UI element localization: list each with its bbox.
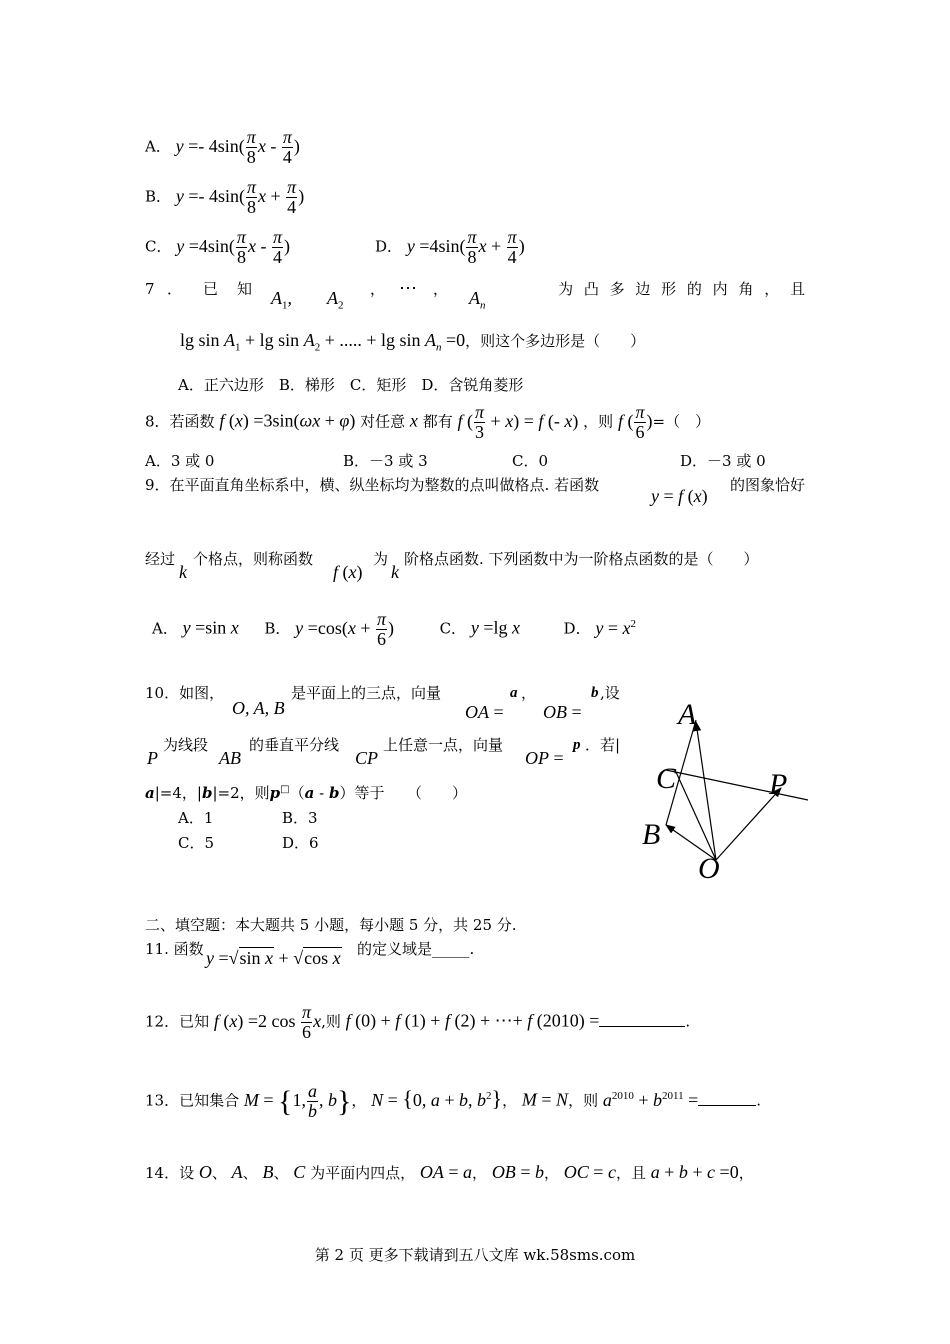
- q10-line3: [145, 784, 467, 802]
- q10-p: P: [147, 748, 158, 768]
- q8-text3: 都有: [422, 412, 453, 431]
- q9-opt-b: y =cos(x + $\frac{\pi}{6}$ ): [295, 609, 394, 649]
- q7-comma2: ，: [433, 280, 449, 298]
- q10-option-d: D．6: [282, 834, 319, 852]
- section-2-title: 二、填空题：本大题共 5 小题，每小题 5 分，共 25 分.: [145, 916, 517, 934]
- q8-func: f (x) =3sin(ωx + φ): [219, 410, 356, 431]
- q6-option-a: [145, 128, 300, 167]
- q8-number: 8．: [145, 412, 170, 431]
- q8-x: x: [409, 410, 418, 431]
- q9-opt-a-label: A．: [152, 619, 178, 638]
- q7-a2: $A_2$: [327, 288, 344, 312]
- q14-o: O: [198, 1162, 212, 1182]
- q9-k2: k: [391, 562, 399, 582]
- q9-opt-a: y =sin x: [182, 617, 239, 638]
- q13-set-m: M = {1, $\frac{a}{b}$ , b}: [243, 1081, 352, 1121]
- q13-d: ，则: [568, 1091, 599, 1110]
- q7-ellipsis: ⋯: [399, 278, 417, 298]
- q13-blank[interactable]: [698, 1089, 756, 1106]
- q7-pre2: 知: [237, 280, 253, 298]
- q9-fx: f (x): [333, 562, 363, 582]
- q10-l3d: |=2，则: [212, 784, 270, 802]
- q8-text1: 若函数: [169, 412, 215, 431]
- q9-line2: [145, 550, 805, 586]
- q10-l1a: 10．如图，: [145, 684, 225, 702]
- q6-option-a-formula: y =- 4sin( $\frac{\pi}{8}$ x - $\frac{\pi}{4}$ ): [175, 127, 300, 167]
- q11-func: y =√sin x + √cos x: [206, 948, 341, 968]
- q12-blank[interactable]: [599, 1010, 685, 1027]
- q10-l3i: ）等于 （ ）: [339, 784, 467, 802]
- q10-l3b: |=4，|: [154, 784, 202, 802]
- q6-option-d: [375, 228, 525, 267]
- q6-option-c-formula: y =4sin( $\frac{\pi}{8}$ x - $\frac{\pi}{4}$ ): [176, 227, 290, 267]
- q9-k1: k: [179, 562, 187, 582]
- fig-label-a: A: [678, 698, 697, 731]
- q14-sum: a + b + c =0: [650, 1162, 739, 1182]
- q7-line2: [180, 330, 645, 355]
- q10-l3f: （: [289, 784, 305, 802]
- q9-opt-c-label: C．: [439, 619, 467, 638]
- q10-option-c: C．5: [178, 834, 215, 852]
- q9-line1-end: 的图象恰好: [729, 476, 805, 494]
- q14-c: ，: [472, 1164, 488, 1182]
- q10-l2a: 为线段: [163, 736, 209, 754]
- q8-query: f ( $\frac{\pi}{6}$ ): [617, 402, 653, 442]
- q13-eq: M = N: [521, 1089, 569, 1110]
- q7-a1: $A_1$,: [271, 288, 292, 312]
- q10-figure: [636, 690, 816, 890]
- q13-a: 13．已知集合: [145, 1091, 240, 1110]
- q6-option-b-label: B．: [145, 187, 172, 206]
- q9-l2a: 经过: [145, 550, 176, 568]
- q9-opt-c: y =lg x: [470, 617, 520, 638]
- q7-tail: 为 凸 多 边 形 的 内 角 ， 且: [558, 280, 805, 298]
- fig-label-b: B: [642, 818, 661, 851]
- q14-sep2: 、: [242, 1164, 258, 1182]
- q6-option-c-label: C．: [145, 237, 172, 256]
- q8-stem: [145, 403, 710, 442]
- q9-options: [152, 610, 636, 649]
- q10-cp: CP: [355, 748, 379, 768]
- q7-dot: ．: [167, 280, 183, 298]
- q10-oa: OA =: [465, 702, 504, 722]
- q10-l1c: ，: [521, 684, 537, 702]
- q10-line2: [145, 736, 625, 772]
- q8-option-b: B．－3 或 3: [343, 452, 428, 470]
- q10-minus: -: [314, 784, 329, 802]
- q14-e: ，: [738, 1164, 754, 1182]
- q8-text5: =（ ）: [652, 412, 711, 431]
- q13-c: ，: [502, 1091, 518, 1110]
- q9-opt-d: $y = x^2$: [595, 617, 637, 638]
- q14-sep3: 、: [273, 1164, 289, 1182]
- q10-l3h: b: [328, 784, 340, 802]
- q14-oc: OC = c: [563, 1162, 616, 1182]
- q10-p-vec: p: [573, 737, 581, 753]
- q10-l2d: ．若|: [585, 736, 621, 754]
- q8-text2: 对任意: [360, 412, 406, 431]
- q7-sentence-end: ，则这个多边形是（ ）: [465, 332, 646, 350]
- q10-option-a: A．1: [178, 809, 214, 827]
- q7-number: 7: [145, 280, 155, 298]
- q7-options: A．正六边形 B．梯形 C．矩形 D．含锐角菱形: [178, 376, 524, 394]
- q6-option-d-formula: y =4sin( $\frac{\pi}{8}$ x + $\frac{\pi}{4}$ ): [406, 227, 525, 267]
- q14-d: ，且: [615, 1164, 646, 1182]
- q14-b-pt: B: [262, 1162, 274, 1182]
- q14-a: 14．设: [145, 1164, 195, 1182]
- q7-comma: ，: [370, 280, 386, 298]
- q7-line1: [145, 280, 805, 314]
- q14-b: 为平面内四点，: [310, 1164, 416, 1182]
- q9-line1-text: 9．在平面直角坐标系中，横、纵坐标均为整数的点叫做格点. 若函数: [145, 476, 600, 494]
- q9-l2b: 个格点，则称函数: [193, 550, 314, 568]
- q13-expr: $a^{2010} + b^{2011}$ =: [602, 1089, 699, 1110]
- fig-label-o: O: [698, 852, 720, 885]
- q7-pre1: 已: [203, 280, 219, 298]
- q6-option-a-label: A．: [145, 137, 171, 156]
- q14-c2: ，: [543, 1164, 559, 1182]
- q10-ab: AB: [219, 748, 241, 768]
- q10-l3a: a: [145, 784, 155, 802]
- q10-a-vec: a: [510, 685, 518, 701]
- q12-func: f (x) =2 cos $\frac{\pi}{6}$ x: [213, 1002, 322, 1042]
- page-footer: 第 2 页 更多下载请到五八文库 wk.58sms.com: [314, 1246, 636, 1264]
- q10-op: OP =: [525, 748, 564, 768]
- q10-option-b: B．3: [282, 809, 318, 827]
- q13: [145, 1082, 761, 1121]
- q8-condition: f ( $\frac{\pi}{3}$ + x) = f (- x): [457, 402, 579, 442]
- q10-line1: [145, 684, 625, 720]
- q10-points: O, A, B: [232, 698, 285, 718]
- q10-l2c: 上任意一点，向量: [383, 736, 504, 754]
- fig-label-c: C: [656, 762, 677, 795]
- q9-func: y = f (x): [651, 486, 708, 506]
- q10-l1b: 是平面上的三点，向量: [291, 684, 442, 702]
- q10-l3g: a: [304, 784, 315, 802]
- q6-option-c: [145, 228, 290, 267]
- q11-b: 的定义域是_____.: [357, 940, 475, 958]
- q10-ob: OB =: [543, 702, 582, 722]
- q9-l2c: 为: [373, 550, 389, 568]
- q10-b-vec: b: [591, 685, 599, 701]
- q9-opt-b-label: B．: [264, 619, 291, 638]
- q10-l3e: p: [269, 784, 281, 802]
- q9-line1: [145, 476, 805, 512]
- q7-equation: $\lg \sin A_1 + \lg \sin A_2$ + ..... + $\lg \sin A_n =0$: [180, 330, 466, 354]
- q13-set-n: N = {0, a + b, $b^2$}: [371, 1085, 503, 1111]
- q6-option-b: [145, 178, 304, 217]
- q10-l2b: 的垂直平分线: [249, 736, 340, 754]
- q7-an: $A_n$: [469, 288, 486, 312]
- q13-b: ，: [351, 1091, 367, 1110]
- q12-b: ,则: [321, 1012, 341, 1031]
- q12-c: .: [685, 1012, 691, 1031]
- q14-c-pt: C: [293, 1162, 306, 1182]
- q9-opt-d-label: D．: [563, 619, 591, 638]
- q12: [145, 1003, 690, 1042]
- q14-ob: OB = b: [491, 1162, 544, 1182]
- q13-e: .: [756, 1091, 762, 1110]
- q12-sum: f (0) + f (1) + f (2) + ⋯+ f (2010) =: [345, 1010, 600, 1031]
- q8-option-c: C．0: [512, 452, 549, 470]
- q8-option-a: A．3 或 0: [145, 452, 215, 470]
- q10-l1d: ,设: [600, 684, 620, 702]
- q14-a-pt: A: [231, 1162, 243, 1182]
- q6-option-d-label: D．: [375, 237, 403, 256]
- q8-option-d: D．－3 或 0: [680, 452, 766, 470]
- q10-dot-symbol: □: [280, 784, 290, 795]
- q8-text4: ，则: [583, 412, 614, 431]
- q6-option-b-formula: y =- 4sin( $\frac{\pi}{8}$ x + $\frac{\pi}{4}$ ): [175, 177, 305, 217]
- q10-l3c: b: [201, 784, 213, 802]
- fig-label-p: P: [769, 768, 788, 801]
- q9-l2d: 阶格点函数. 下列函数中为一阶格点函数的是（ ）: [404, 550, 759, 568]
- q14: [145, 1162, 754, 1184]
- q14-sep1: 、: [211, 1164, 227, 1182]
- q12-a: 12．已知: [145, 1012, 210, 1031]
- q11-a: 11. 函数: [145, 940, 204, 958]
- q14-oa: OA = a: [419, 1162, 473, 1182]
